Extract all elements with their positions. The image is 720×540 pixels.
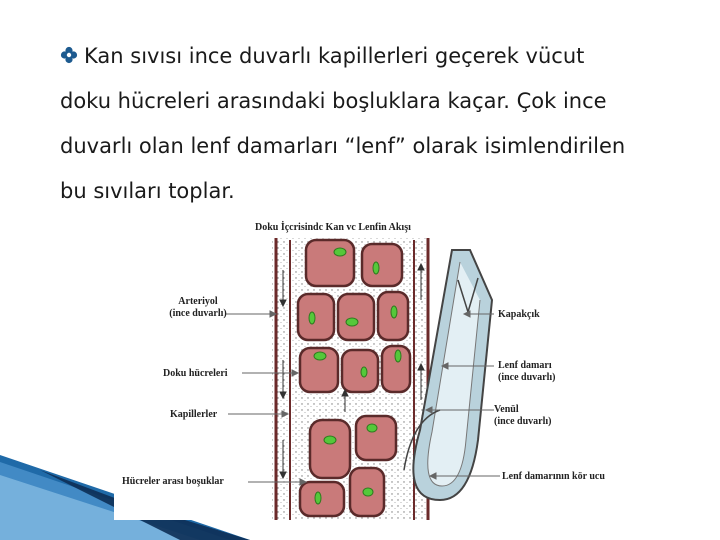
label-text: (ince duvarlı) (169, 308, 227, 319)
label-text: (ince duvarlı) (494, 416, 552, 427)
tissue-cell (300, 482, 344, 516)
tissue-cell (356, 416, 396, 460)
text-line: bu sıvıları toplar. (60, 179, 235, 203)
tissue-cell (342, 350, 378, 392)
label-text: Lenf damarı (498, 360, 552, 371)
label-lenf-kor-ucu: Lenf damarının kör ucu (502, 471, 605, 482)
label-hucreler-arasi: Hücreler arası boşuklar (122, 476, 224, 487)
label-text: Arteriyol (178, 296, 218, 307)
label-lenf-damari (498, 360, 556, 384)
text-line: doku hücreleri arasındaki boşluklara kaçar. Çok ince (60, 89, 607, 113)
label-kapakcik: Kapakçık (498, 309, 540, 320)
tissue-cell (306, 240, 354, 286)
label-venul (494, 404, 552, 428)
label-text: (ince duvarlı) (498, 372, 556, 383)
tissue-cell (298, 294, 334, 340)
text-line: duvarlı olan lenf damarları “lenf” olarak isimlendirilen (60, 134, 626, 158)
label-text: Venül (494, 404, 519, 415)
tissue-cell (338, 294, 374, 340)
tissue-cell (310, 420, 350, 478)
label-arteriyol (163, 296, 233, 320)
label-doku-hucreleri: Doku hücreleri (163, 368, 228, 379)
tissue-cell (362, 244, 402, 286)
text-line: Kan sıvısı ince duvarlı kapillerleri geçerek vücut (84, 44, 585, 68)
label-kapillerler: Kapillerler (170, 409, 218, 420)
figure-title: Doku İçcrisindc Kan vc Lenfin Akışı (255, 222, 411, 233)
